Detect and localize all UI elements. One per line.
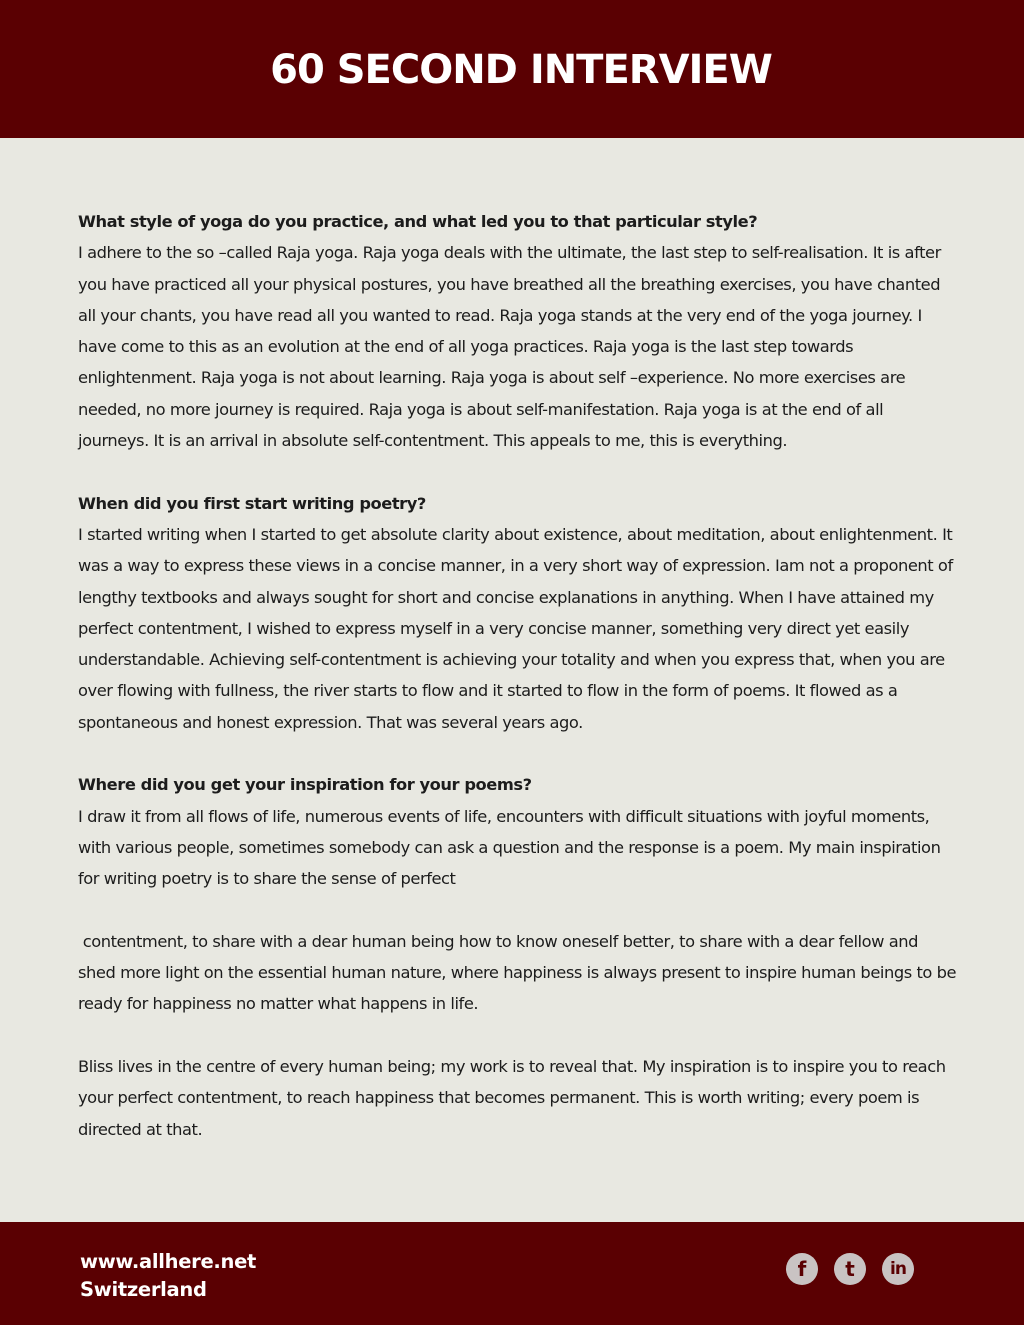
header-banner [0,0,1024,138]
interview-body [78,206,961,1176]
answer-yoga-style: I adhere to the so –called Raja yoga. Raja yoga deals with the ultimate, the last step to self-realisation. It is after you have practiced all your physical postures, you have breathed all the breathing exercises, you have chanted all your chants, you have read all you wanted to read. Raja yoga stands at the very end of the yoga journey. I have come to this as an evolution at the end of all yoga practices. Raja yoga is the last step towards enlightenment. Raja yoga is not about learning. Raja yoga is about self –experience. No more exercises are needed, no more journey is required. Raja yoga is about self-manifestation. Raja yoga is at the end of all journeys. It is an arrival in absolute self-contentment. This appeals to me, this is everything. [78,243,941,451]
question-poetry-start: When did you first start writing poetry? [78,493,426,513]
question-inspiration: Where did you get your inspiration for your poems? [78,775,532,795]
page-title: 60 SECOND INTERVIEW [270,47,772,93]
location-text: Switzerland [80,1278,207,1301]
answer-inspiration: I draw it from all flows of life, numerous events of life, encounters with difficult situations with joyful moments, with various people, sometimes somebody can ask a question and the response is a poem. My main inspiration for writing poetry is to share the sense of perfect [78,806,941,889]
footer-contact [80,1248,256,1304]
website-link[interactable]: www.allhere.net [80,1250,257,1273]
closing-paragraph: Bliss lives in the centre of every human being; my work is to reveal that. My inspiration is to inspire you to reach your perfect contentment, to reach happiness that becomes permanent. This is worth writing; every poem is directed at that. [78,1057,946,1139]
qa-block-inspiration [78,769,958,894]
qa-block-yoga-style [78,206,958,456]
answer-poetry-start: I started writing when I started to get absolute clarity about existence, about meditation, about enlightenment. It was a way to express these views in a concise manner, in a very short way of expression. Iam not a proponent of lengthy textbooks and always sought for short and concise explanations in anything. When I have attained my perfect contentment, I wished to express myself in a very concise manner, something very direct yet easily understandable. Achieving self-contentment is achieving your totality and when you express that, when you are over flowing with fullness, the river starts to flow and it started to flow in the form of poems. It flowed as a spontaneous and honest expression. That was several years ago. [78,524,953,732]
question-yoga-style: What style of yoga do you practice, and what led you to that particular style? [78,212,758,231]
qa-block-poetry-start [78,488,958,738]
tumblr-icon[interactable]: t [834,1253,866,1285]
answer-inspiration-continued: contentment, to share with a dear human being how to know oneself better, to share with a dear fellow and shed more light on the essential human nature, where happiness is always present to inspire human beings to be ready for happiness no matter what happens in life. [78,931,961,1014]
linkedin-icon[interactable]: in [882,1253,914,1285]
footer-banner [0,1222,1024,1325]
facebook-icon[interactable]: f [786,1253,818,1285]
